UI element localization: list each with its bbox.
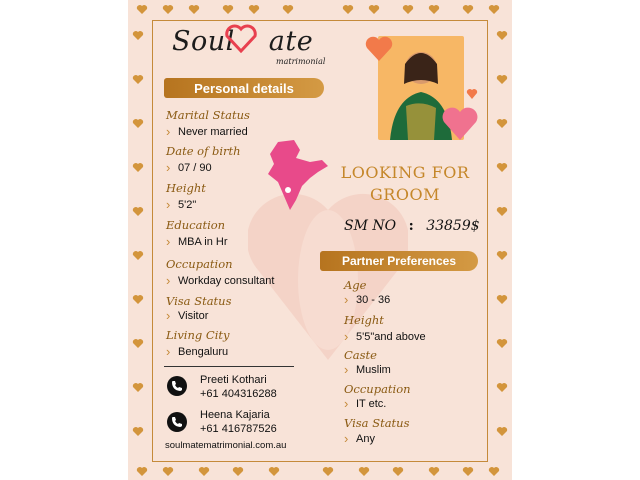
partner-visa-status-label: Visa Status (344, 416, 410, 430)
partner-occupation-label: Occupation (344, 382, 411, 396)
contact-phone-1[interactable]: +61 404316288 (200, 388, 277, 400)
marital-status-value: › Never married (166, 126, 248, 138)
right-heart-border (494, 0, 510, 480)
date-of-birth-label: Date of birth (166, 144, 241, 158)
date-of-birth-value: › 07 / 90 (166, 162, 212, 174)
small-heart-icon (466, 88, 478, 100)
partner-caste-label: Caste (344, 348, 377, 362)
contact-name-2: Heena Kajaria (200, 409, 270, 421)
education-label: Education (166, 218, 226, 232)
occupation-label: Occupation (166, 257, 233, 271)
floating-heart-icon (364, 34, 394, 64)
height-value: › 5'2" (166, 199, 196, 211)
visa-status-label: Visa Status (166, 294, 232, 308)
sm-number: SM NO : 33859$ (344, 218, 480, 234)
partner-height-value: › 5'5"and above (344, 331, 426, 343)
heart-logo-icon (224, 23, 258, 53)
website-link[interactable]: soulmatematrimonial.com.au (165, 440, 287, 451)
pink-hearts-icon (440, 104, 480, 144)
partner-caste-value: › Muslim (344, 364, 391, 376)
top-heart-border (128, 2, 512, 18)
visa-status-value: › Visitor (166, 310, 208, 322)
brand-subtitle: matrimonial (276, 57, 326, 66)
occupation-value: › Workday consultant (166, 275, 274, 287)
partner-visa-status-value: › Any (344, 433, 375, 445)
partner-preferences-heading: Partner Preferences (320, 251, 478, 271)
phone-icon (167, 412, 187, 432)
partner-occupation-value: › IT etc. (344, 398, 386, 410)
education-value: › MBA in Hr (166, 236, 228, 248)
living-city-value: › Bengaluru (166, 346, 228, 358)
partner-height-label: Height (344, 313, 384, 327)
personal-details-heading: Personal details (164, 78, 324, 98)
contact-name-1: Preeti Kothari (200, 374, 267, 386)
contact-phone-2[interactable]: +61 416787526 (200, 423, 277, 435)
marital-status-label: Marital Status (166, 108, 250, 122)
height-label: Height (166, 181, 206, 195)
partner-age-label: Age (344, 278, 367, 292)
living-city-label: Living City (166, 328, 230, 342)
brand-logo: Soul ate (172, 26, 314, 57)
contact-divider (164, 366, 294, 367)
looking-for-groom-title: LOOKING FOR GROOM (340, 163, 470, 204)
bottom-heart-border (128, 464, 512, 480)
india-map-illustration (266, 138, 330, 212)
matrimonial-card (128, 0, 512, 480)
left-heart-border (130, 0, 146, 480)
phone-icon (167, 376, 187, 396)
partner-age-value: › 30 - 36 (344, 294, 390, 306)
